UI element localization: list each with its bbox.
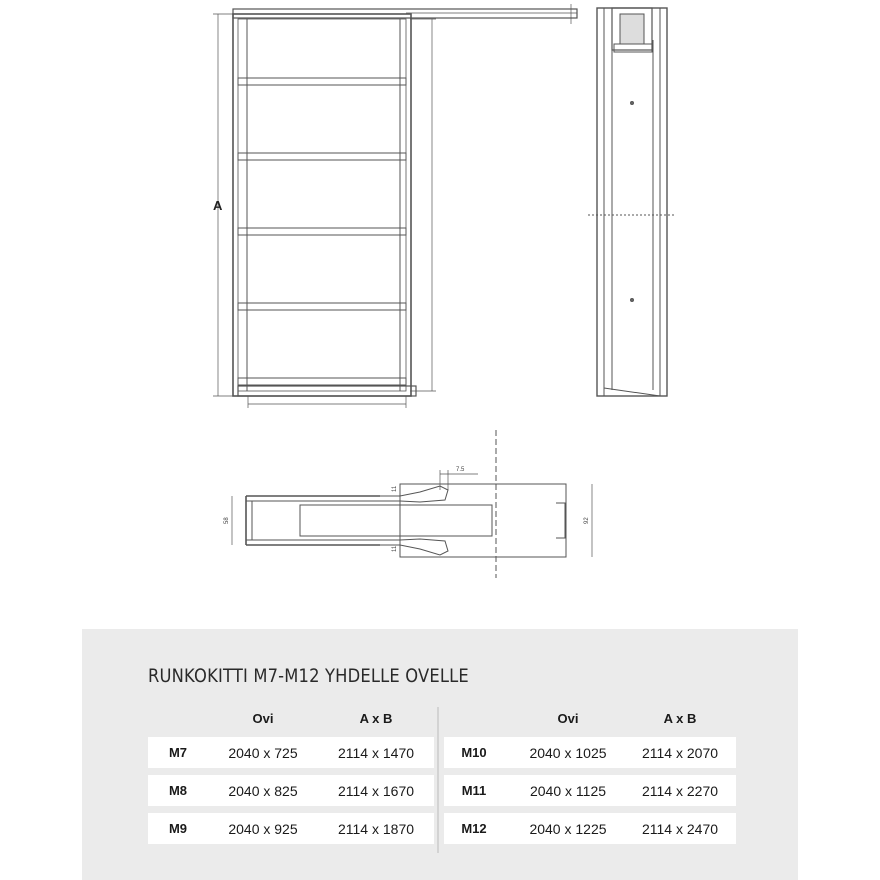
ab-cell: 2114 x 2070	[641, 745, 719, 761]
table-row	[444, 737, 736, 768]
header-ovi: Ovi	[557, 711, 579, 726]
dimension-label-a: A	[213, 198, 223, 213]
dim-label-width-1: 58	[224, 517, 230, 524]
header-ovi: Ovi	[252, 711, 274, 726]
table-row	[444, 813, 736, 844]
header-ab: A x B	[359, 711, 393, 726]
table-header	[148, 707, 434, 730]
model-cell: M9	[168, 821, 188, 836]
ovi-cell: 2040 x 1025	[529, 745, 607, 761]
ab-cell: 2114 x 2270	[641, 783, 719, 799]
model-cell: M12	[461, 821, 487, 836]
model-cell: M8	[168, 783, 188, 798]
ab-cell: 2114 x 2470	[641, 821, 719, 837]
ovi-cell: 2040 x 725	[228, 745, 298, 761]
table-row	[148, 813, 434, 844]
dimension-lines-front	[213, 4, 571, 408]
table-left	[148, 707, 434, 844]
model-cell: M7	[168, 745, 188, 760]
table-title: RUNKOKITTI M7-M12 YHDELLE OVELLE	[148, 665, 469, 687]
ab-cell: 2114 x 1670	[337, 783, 415, 799]
table-row	[148, 775, 434, 806]
table-divider	[437, 707, 439, 853]
front-view-frame	[233, 9, 577, 396]
header-ab: A x B	[663, 711, 697, 726]
plan-view	[232, 430, 592, 578]
ab-cell: 2114 x 1470	[337, 745, 415, 761]
dim-label-small-3: 11	[392, 545, 398, 552]
model-cell: M11	[461, 783, 487, 798]
dim-label-small-1: 7.5	[456, 467, 465, 473]
side-view	[588, 8, 676, 396]
ovi-cell: 2040 x 1225	[529, 821, 607, 837]
table-header	[444, 707, 736, 730]
ovi-cell: 2040 x 825	[228, 783, 298, 799]
table-row	[444, 775, 736, 806]
table-row	[148, 737, 434, 768]
ovi-cell: 2040 x 925	[228, 821, 298, 837]
ovi-cell: 2040 x 1125	[529, 783, 607, 799]
dim-label-small-2: 11	[392, 485, 398, 492]
model-cell: M10	[461, 745, 487, 760]
table-right	[444, 707, 736, 844]
ab-cell: 2114 x 1870	[337, 821, 415, 837]
dim-label-width-2: 92	[584, 517, 590, 524]
model-table-panel	[82, 629, 798, 880]
